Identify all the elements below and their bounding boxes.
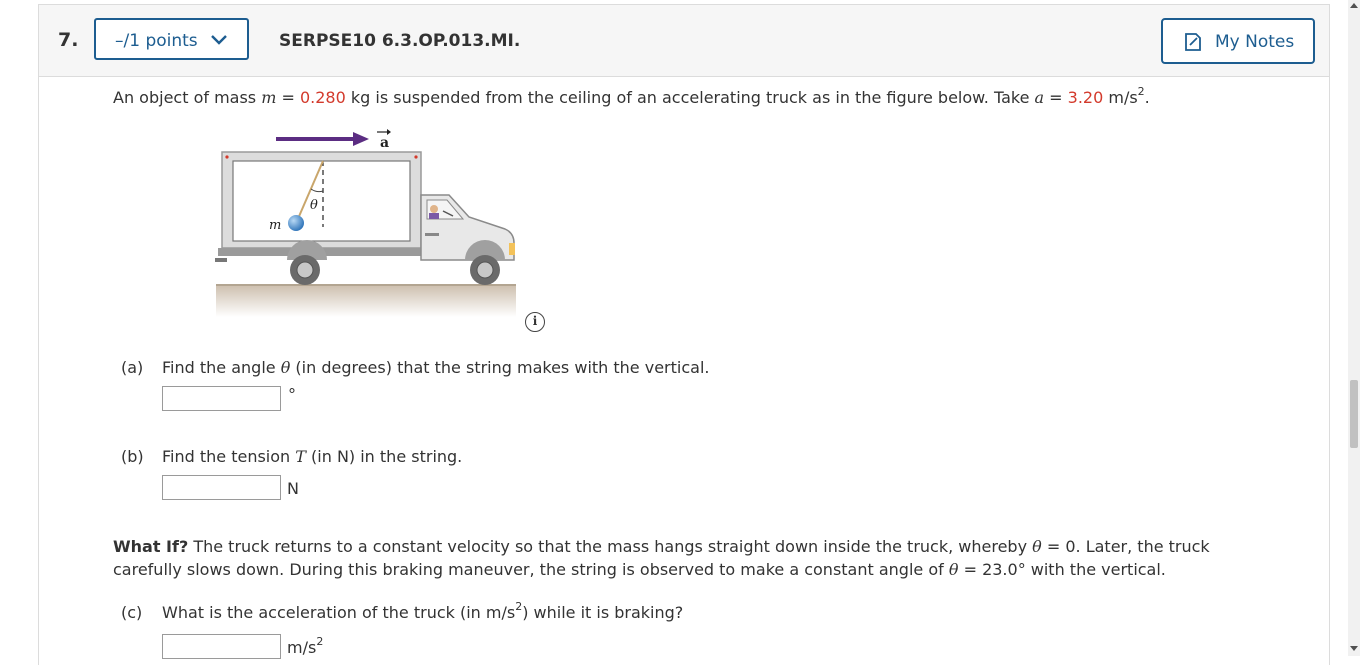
mass-symbol: m bbox=[261, 88, 277, 107]
part-c-label: (c) bbox=[121, 603, 143, 622]
unit-degree: ° bbox=[288, 385, 296, 404]
intro-text-1: An object of mass bbox=[113, 88, 262, 107]
scroll-down-arrow[interactable] bbox=[1350, 646, 1358, 651]
unit-newton: N bbox=[287, 479, 299, 498]
part-a-label: (a) bbox=[121, 358, 144, 377]
question-number: 7. bbox=[58, 29, 79, 51]
part-b-question bbox=[162, 447, 462, 466]
unit-acceleration-text: m/s bbox=[287, 638, 317, 657]
mass-value: 0.280 bbox=[299, 88, 346, 107]
part-a-question bbox=[162, 358, 709, 377]
whatif-text-3: carefully slows down. During this braking maneuver, the string is observed to make a constant angle of bbox=[113, 560, 949, 579]
pendulum-mass bbox=[288, 215, 304, 231]
mass-label: m bbox=[269, 218, 282, 233]
part-a-text-2: (in degrees) that the string makes with the vertical. bbox=[290, 358, 710, 377]
intro-superscript: 2 bbox=[1137, 85, 1145, 98]
intro-text-5: m/s bbox=[1103, 88, 1138, 107]
theta-label: θ bbox=[310, 198, 318, 213]
whatif-text-4: = 23.0° with the vertical. bbox=[958, 560, 1166, 579]
part-a-theta: θ bbox=[280, 358, 291, 377]
my-notes-button[interactable] bbox=[1161, 18, 1315, 64]
part-c-text-1: What is the acceleration of the truck (in m/s bbox=[162, 603, 516, 622]
truck-illustration bbox=[213, 125, 523, 320]
my-notes-label: My Notes bbox=[1215, 32, 1295, 52]
intro-text-4: = bbox=[1044, 88, 1068, 107]
whatif-line-2 bbox=[113, 560, 1166, 579]
whatif-heading: What If? bbox=[113, 537, 189, 556]
question-id: SERPSE10 6.3.OP.013.MI. bbox=[279, 31, 521, 51]
accel-value: 3.20 bbox=[1067, 88, 1104, 107]
whatif-theta-1: θ bbox=[1032, 537, 1042, 556]
answer-input-c[interactable] bbox=[162, 634, 281, 659]
unit-acceleration-sup: 2 bbox=[316, 635, 324, 648]
page-scrollbar[interactable] bbox=[1348, 0, 1360, 656]
whatif-theta-2: θ bbox=[948, 560, 959, 579]
whatif-line-1 bbox=[113, 537, 1210, 556]
intro-text-2: = bbox=[276, 88, 300, 107]
problem-intro bbox=[113, 85, 1150, 107]
driver bbox=[430, 205, 438, 213]
chevron-down-icon bbox=[210, 34, 228, 46]
whatif-text-2: = 0. Later, the truck bbox=[1041, 537, 1210, 556]
scroll-up-arrow[interactable] bbox=[1350, 3, 1358, 8]
points-dropdown-button[interactable] bbox=[94, 18, 249, 60]
part-b-label: (b) bbox=[121, 447, 144, 466]
answer-input-b[interactable] bbox=[162, 475, 281, 500]
question-header bbox=[39, 5, 1329, 77]
part-a-text-1: Find the angle bbox=[162, 358, 281, 377]
intro-text-6: . bbox=[1144, 88, 1150, 107]
intro-text-3: kg is suspended from the ceiling of an accelerating truck as in the figure below. Take bbox=[345, 88, 1035, 107]
part-b-tension-symbol: T bbox=[295, 447, 306, 466]
part-c-text-2: ) while it is braking? bbox=[522, 603, 684, 622]
part-b-text-1: Find the tension bbox=[162, 447, 296, 466]
info-icon[interactable]: i bbox=[525, 312, 545, 332]
ground bbox=[216, 285, 516, 317]
accel-symbol: a bbox=[1034, 88, 1045, 107]
accel-arrow-label: a bbox=[380, 135, 390, 151]
answer-input-a[interactable] bbox=[162, 386, 281, 411]
part-c-superscript: 2 bbox=[515, 600, 523, 613]
note-icon bbox=[1184, 33, 1202, 51]
scroll-thumb[interactable] bbox=[1350, 380, 1358, 448]
part-c-question bbox=[162, 600, 684, 622]
truck-figure bbox=[213, 125, 523, 320]
whatif-text-1: The truck returns to a constant velocity so that the mass hangs straight down inside the truck, whereby bbox=[188, 537, 1033, 556]
unit-acceleration bbox=[287, 635, 324, 657]
part-b-text-2: (in N) in the string. bbox=[305, 447, 463, 466]
points-label: –/1 points bbox=[115, 31, 198, 51]
